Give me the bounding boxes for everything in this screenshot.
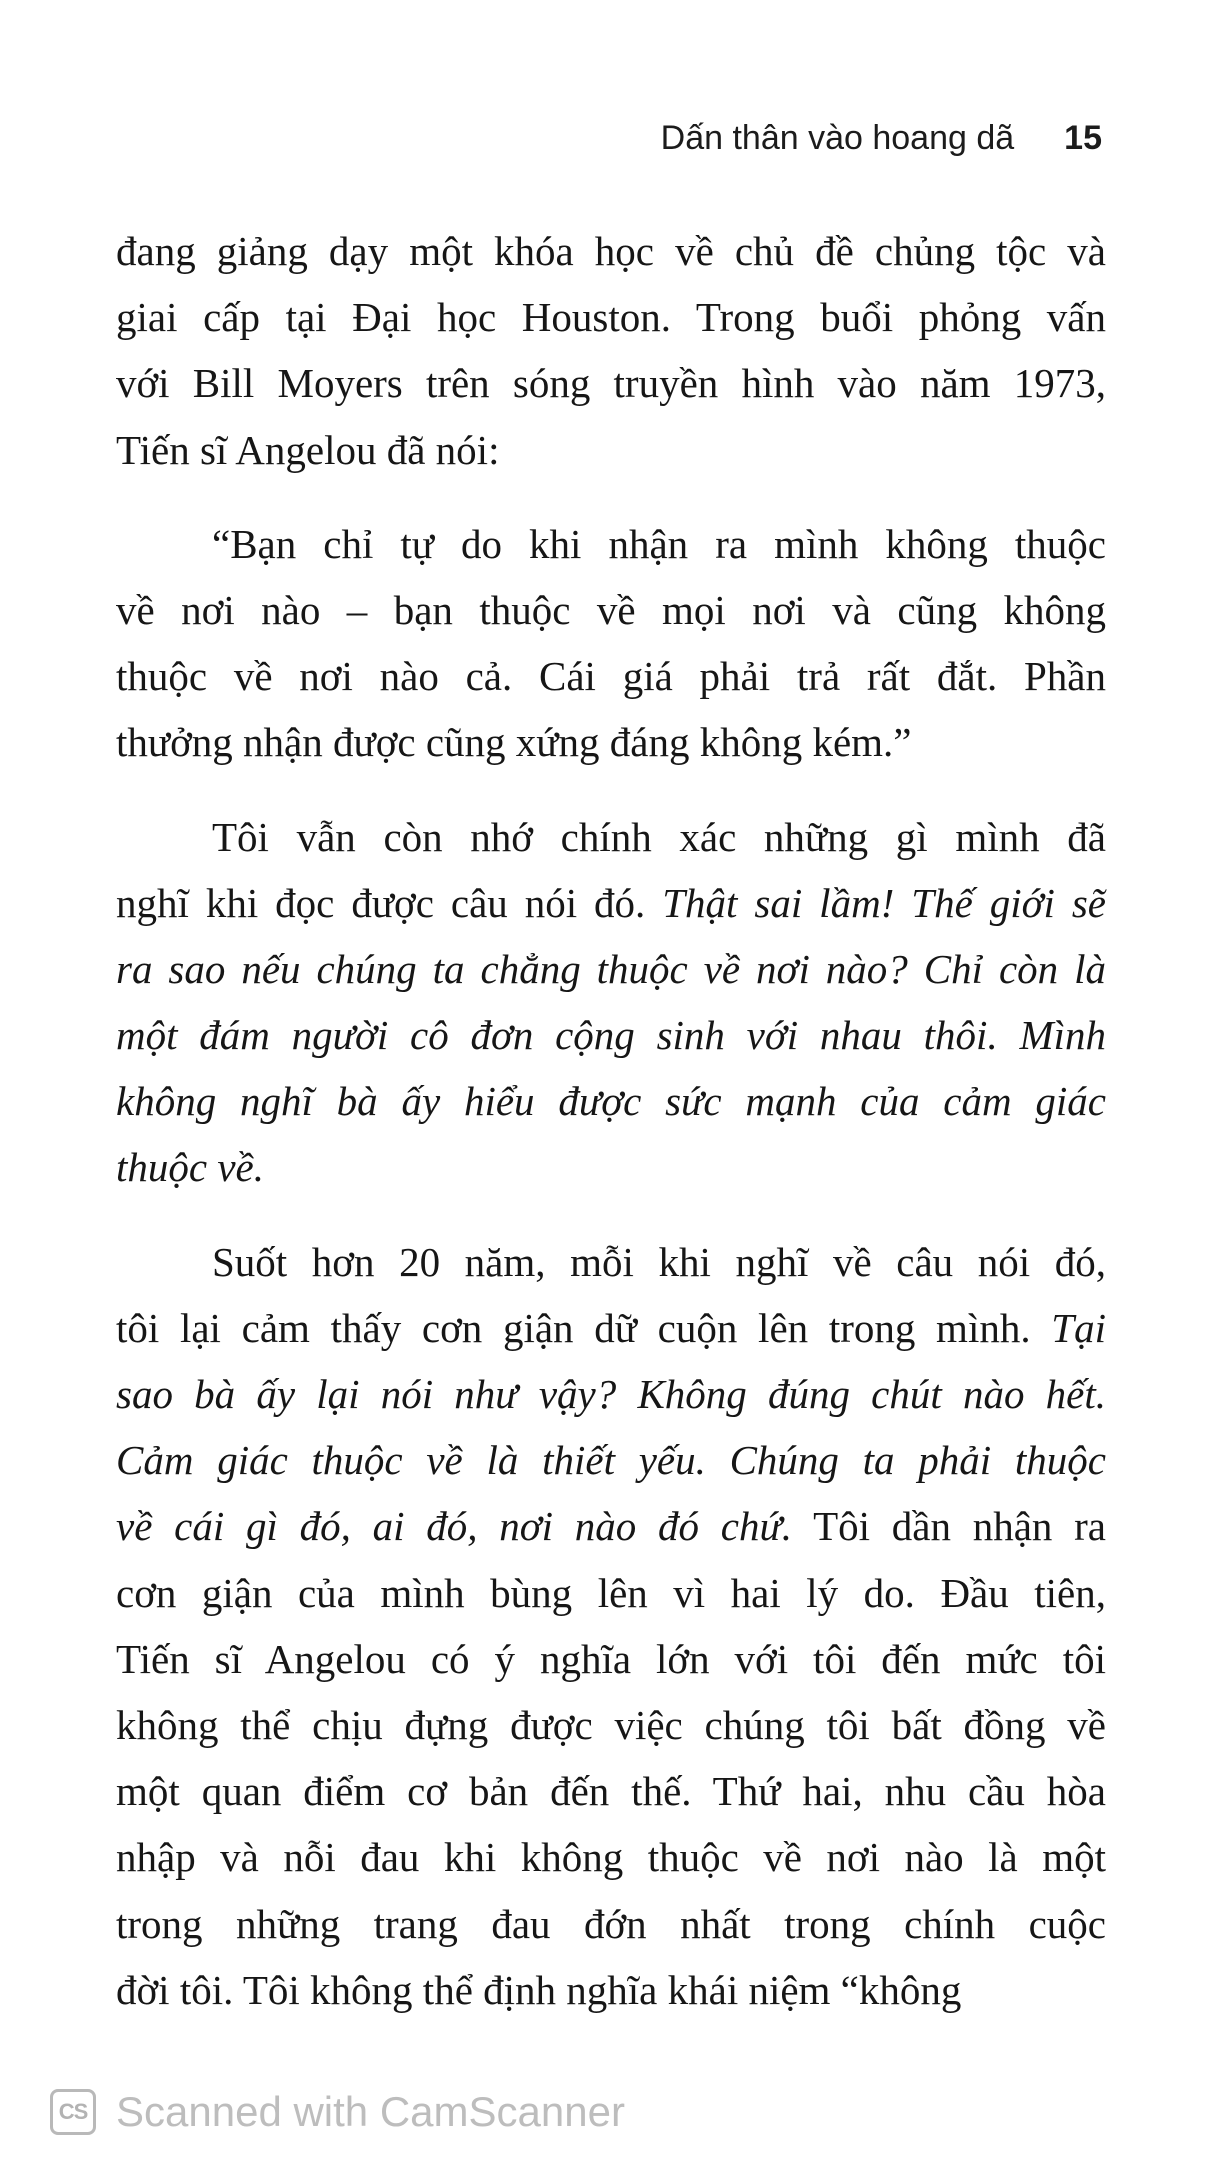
camscanner-watermark	[50, 2086, 625, 2138]
italic-text: Thật sai lầm! Thế giới sẽ	[662, 879, 1106, 926]
paragraph-gap	[116, 1201, 1106, 1229]
italic-text: về cái gì đó, ai đó, nơi nào đó chứ.	[116, 1503, 793, 1550]
italic-text: Tại	[1051, 1304, 1106, 1351]
text-segment: thuộc về nơi nào cả. Cái giá phải trả rất đắt. Phần	[116, 653, 1106, 700]
page-number: 15	[1064, 119, 1102, 157]
italic-text: không nghĩ bà ấy hiểu được sức mạnh của cảm giác	[116, 1078, 1106, 1125]
watermark-text: Scanned with CamScanner	[116, 2088, 625, 2135]
text-segment: nghĩ khi đọc được câu nói đó.	[116, 879, 663, 926]
italic-text: sao bà ấy lại nói như vậy? Không đúng chút nào hết.	[116, 1371, 1106, 1417]
paragraph-gap	[116, 776, 1106, 804]
text-segment: nhập và nỗi đau khi không thuộc về nơi nào là một	[116, 1834, 1106, 1881]
italic-text: thuộc về.	[116, 1144, 264, 1191]
text-line	[116, 709, 1106, 775]
text-segment: đang giảng dạy một khóa học về chủ đề chủng tộc và	[116, 228, 1106, 274]
text-segment: một quan điểm cơ bản đến thế. Thứ hai, nhu cầu hòa	[116, 1768, 1106, 1815]
text-segment: về nơi nào – bạn thuộc về mọi nơi và cũng không	[116, 586, 1106, 633]
text-line	[116, 1692, 1106, 1758]
camscanner-logo-text: CS	[58, 2099, 88, 2124]
text-line	[116, 870, 1106, 936]
italic-text: Cảm giác thuộc về là thiết yếu. Chúng ta phải thuộc	[116, 1437, 1106, 1484]
text-segment: đời tôi. Tôi không thể định nghĩa khái niệm “không	[116, 1966, 962, 2013]
running-header	[0, 114, 1102, 162]
text-line	[116, 511, 1106, 577]
text-line	[116, 1068, 1106, 1134]
italic-text: một đám người cô đơn cộng sinh với nhau thôi. Mình	[116, 1012, 1106, 1059]
text-line	[116, 643, 1106, 709]
text-line	[116, 1002, 1106, 1068]
text-line	[116, 1626, 1106, 1692]
text-segment: Tiến sĩ Angelou đã nói:	[116, 426, 500, 473]
text-segment: với Bill Moyers trên sóng truyền hình vào năm 1973,	[116, 360, 1106, 407]
text-line	[116, 1134, 1106, 1200]
camscanner-logo-icon	[50, 2089, 96, 2135]
text-line	[116, 1824, 1106, 1890]
paragraph-gap	[116, 483, 1106, 511]
text-line	[116, 417, 1106, 483]
text-segment: tôi lại cảm thấy cơn giận dữ cuộn lên trong mình.	[116, 1304, 1052, 1351]
text-line	[116, 350, 1106, 416]
text-segment: trong những trang đau đớn nhất trong chính cuộc	[116, 1900, 1106, 1947]
text-line	[116, 284, 1106, 350]
text-line	[116, 1560, 1106, 1626]
text-line	[116, 804, 1106, 870]
text-line	[116, 936, 1106, 1002]
text-segment: cơn giận của mình bùng lên vì hai lý do. Đầu tiên,	[116, 1569, 1106, 1616]
text-line	[116, 1891, 1106, 1957]
text-line	[116, 1493, 1106, 1559]
italic-text: ra sao nếu chúng ta chẳng thuộc về nơi nào? Chỉ còn là	[116, 945, 1106, 992]
text-segment: giai cấp tại Đại học Houston. Trong buổi phỏng vấn	[116, 294, 1106, 341]
text-line	[116, 1758, 1106, 1824]
text-line	[116, 1427, 1106, 1493]
text-segment: Tiến sĩ Angelou có ý nghĩa lớn với tôi đến mức tôi	[116, 1635, 1106, 1682]
text-segment: “Bạn chỉ tự do khi nhận ra mình không thuộc	[212, 520, 1106, 567]
text-segment: Tôi vẫn còn nhớ chính xác những gì mình đã	[212, 813, 1106, 860]
text-line	[116, 1295, 1106, 1361]
text-segment: thưởng nhận được cũng xứng đáng không kém.”	[116, 719, 912, 766]
chapter-title: Dấn thân vào hoang dã	[660, 119, 1015, 157]
text-segment: Tôi dần nhận ra	[792, 1503, 1106, 1550]
text-line	[116, 1361, 1106, 1427]
text-line	[116, 577, 1106, 643]
text-segment: Suốt hơn 20 năm, mỗi khi nghĩ về câu nói đó,	[212, 1238, 1106, 1285]
text-segment: không thể chịu đựng được việc chúng tôi bất đồng về	[116, 1701, 1106, 1748]
body-text	[116, 218, 1106, 2023]
text-line	[116, 1229, 1106, 1295]
text-line	[116, 1957, 1106, 2023]
text-line	[116, 218, 1106, 284]
